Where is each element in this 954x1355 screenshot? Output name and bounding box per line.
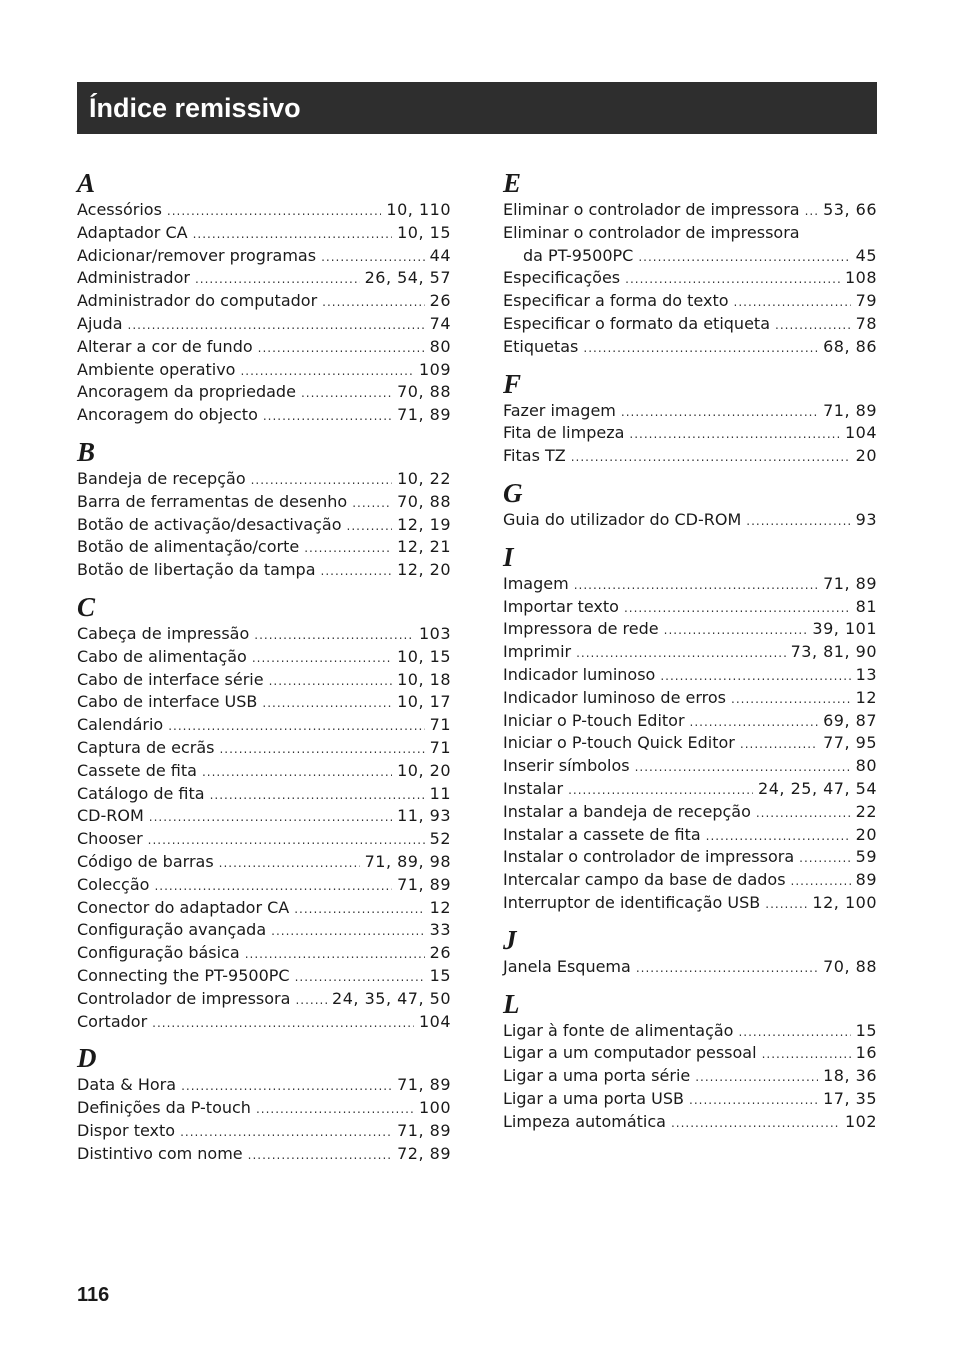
index-entry: Connecting the PT-9500PC ..... 15 xyxy=(77,965,451,988)
index-entry: Guia do utilizador do CD-ROM ..... 93 xyxy=(503,509,877,532)
index-entry: Ancoragem do objecto ..... 71, 89 xyxy=(77,404,451,427)
index-entry: Instalar a cassete de fita ..... 20 xyxy=(503,824,877,847)
index-entry: Barra de ferramentas de desenho ..... 70, 88 xyxy=(77,491,451,514)
index-section-i xyxy=(503,541,877,915)
section-letter: E xyxy=(503,168,522,198)
index-entry: Configuração avançada ..... 33 xyxy=(77,919,451,942)
index-column-left xyxy=(77,167,451,1174)
index-entry: Ligar à fonte de alimentação ..... 15 xyxy=(503,1020,877,1043)
index-entry: Especificar a forma do texto ..... 79 xyxy=(503,290,877,313)
index-entry: Administrador ..... 26, 54, 57 xyxy=(77,267,451,290)
index-entry: Botão de alimentação/corte ..... 12, 21 xyxy=(77,536,451,559)
index-entry: Ancoragem da propriedade ..... 70, 88 xyxy=(77,381,451,404)
section-letter: L xyxy=(503,988,520,1019)
index-entry: Conector do adaptador CA ..... 12 xyxy=(77,897,451,920)
index-entry: Imprimir ..... 73, 81, 90 xyxy=(503,641,877,664)
index-entry: Dispor texto ..... 71, 89 xyxy=(77,1120,451,1143)
index-entry: Ajuda ..... 74 xyxy=(77,313,451,336)
index-entry: Administrador do computador ..... 26 xyxy=(77,290,451,313)
index-entry: Ambiente operativo ..... 109 xyxy=(77,359,451,382)
index-entry: Indicador luminoso ..... 13 xyxy=(503,664,877,687)
page-title: Índice remissivo xyxy=(89,93,301,123)
index-entry: Inserir símbolos ..... 80 xyxy=(503,755,877,778)
index-entry: Instalar o controlador de impressora ..... 59 xyxy=(503,846,877,869)
index-entry: Alterar a cor de fundo ..... 80 xyxy=(77,336,451,359)
section-letter: A xyxy=(77,168,96,198)
section-letter: F xyxy=(503,368,522,399)
index-entry: Cabo de interface USB ..... 10, 17 xyxy=(77,691,451,714)
index-entry: Calendário ..... 71 xyxy=(77,714,451,737)
index-entry: Distintivo com nome ..... 72, 89 xyxy=(77,1143,451,1166)
index-entry: Iniciar o P-touch Editor ..... 69, 87 xyxy=(503,710,877,733)
index-entry: Adicionar/remover programas ..... 44 xyxy=(77,245,451,268)
index-entry: Cortador ..... 104 xyxy=(77,1011,451,1034)
index-section-c xyxy=(77,591,451,1033)
index-entry: Iniciar o P-touch Quick Editor ..... 77, 95 xyxy=(503,732,877,755)
index-entry: Catálogo de fita ..... 11 xyxy=(77,783,451,806)
index-entry: Ligar a uma porta USB ..... 17, 35 xyxy=(503,1088,877,1111)
index-entry: Ligar a um computador pessoal ..... 16 xyxy=(503,1042,877,1065)
index-entry: Fazer imagem ..... 71, 89 xyxy=(503,400,877,423)
index-entry: Ligar a uma porta série ..... 18, 36 xyxy=(503,1065,877,1088)
index-entry: Fita de limpeza ..... 104 xyxy=(503,422,877,445)
index-entry: Chooser ..... 52 xyxy=(77,828,451,851)
index-entry: Eliminar o controlador de impressora ..... 53, 66 xyxy=(503,199,877,222)
section-letter: B xyxy=(77,436,96,467)
index-entry: Etiquetas ..... 68, 86 xyxy=(503,336,877,359)
index-entry: Janela Esquema ..... 70, 88 xyxy=(503,956,877,979)
index-section-f xyxy=(503,368,877,468)
index-entry: Instalar a bandeja de recepção ..... 22 xyxy=(503,801,877,824)
index-section-a xyxy=(77,167,451,427)
index-entry: Cassete de fita ..... 10, 20 xyxy=(77,760,451,783)
index-entry: Cabo de interface série ..... 10, 18 xyxy=(77,669,451,692)
section-letter: C xyxy=(77,591,96,622)
index-entry-heading: Eliminar o controlador de impressora xyxy=(503,222,800,242)
index-entry: Colecção ..... 71, 89 xyxy=(77,874,451,897)
index-entry: Impressora de rede ..... 39, 101 xyxy=(503,618,877,641)
section-letter: I xyxy=(503,541,514,572)
index-entry: Configuração básica ..... 26 xyxy=(77,942,451,965)
index-entry: Botão de activação/desactivação ..... 12, 19 xyxy=(77,514,451,537)
index-entry: Intercalar campo da base de dados ..... 89 xyxy=(503,869,877,892)
index-section-d xyxy=(77,1042,451,1165)
index-entry: Instalar ..... 24, 25, 47, 54 xyxy=(503,778,877,801)
page-number: 116 xyxy=(77,1284,110,1306)
index-entry: Adaptador CA ..... 10, 15 xyxy=(77,222,451,245)
index-entry: Data & Hora ..... 71, 89 xyxy=(77,1074,451,1097)
index-entry: Captura de ecrãs ..... 71 xyxy=(77,737,451,760)
index-entry: Imagem ..... 71, 89 xyxy=(503,573,877,596)
index-entry: Fitas TZ ..... 20 xyxy=(503,445,877,468)
section-letter: D xyxy=(77,1043,97,1074)
index-entry: Código de barras ..... 71, 89, 98 xyxy=(77,851,451,874)
title-bar xyxy=(77,82,877,134)
index-entry: Interruptor de identificação USB ..... 12, 100 xyxy=(503,892,877,915)
index-entry: Bandeja de recepção ..... 10, 22 xyxy=(77,468,451,491)
section-letter: G xyxy=(503,477,523,508)
index-entry: Especificar o formato da etiqueta ..... 78 xyxy=(503,313,877,336)
index-section-g xyxy=(503,477,877,532)
index-entry: CD-ROM ..... 11, 93 xyxy=(77,805,451,828)
index-section-b xyxy=(77,436,451,582)
index-entry: Definições da P-touch ..... 100 xyxy=(77,1097,451,1120)
index-entry: Acessórios ..... 10, 110 xyxy=(77,199,451,222)
index-entry: Indicador luminoso de erros ..... 12 xyxy=(503,687,877,710)
index-subentry: da PT-9500PC ..... 45 xyxy=(503,245,877,268)
index-column-right xyxy=(503,167,877,1143)
index-entry: Cabeça de impressão ..... 103 xyxy=(77,623,451,646)
index-section-e xyxy=(503,167,877,359)
index-entry: Cabo de alimentação ..... 10, 15 xyxy=(77,646,451,669)
index-entry: Botão de libertação da tampa ..... 12, 20 xyxy=(77,559,451,582)
index-entry: Especificações ..... 108 xyxy=(503,267,877,290)
index-entry: Importar texto ..... 81 xyxy=(503,596,877,619)
index-section-j xyxy=(503,924,877,979)
section-letter: J xyxy=(503,924,517,955)
index-section-l xyxy=(503,988,877,1134)
index-entry: Controlador de impressora ..... 24, 35, 47, 50 xyxy=(77,988,451,1011)
index-entry: Limpeza automática ..... 102 xyxy=(503,1111,877,1134)
